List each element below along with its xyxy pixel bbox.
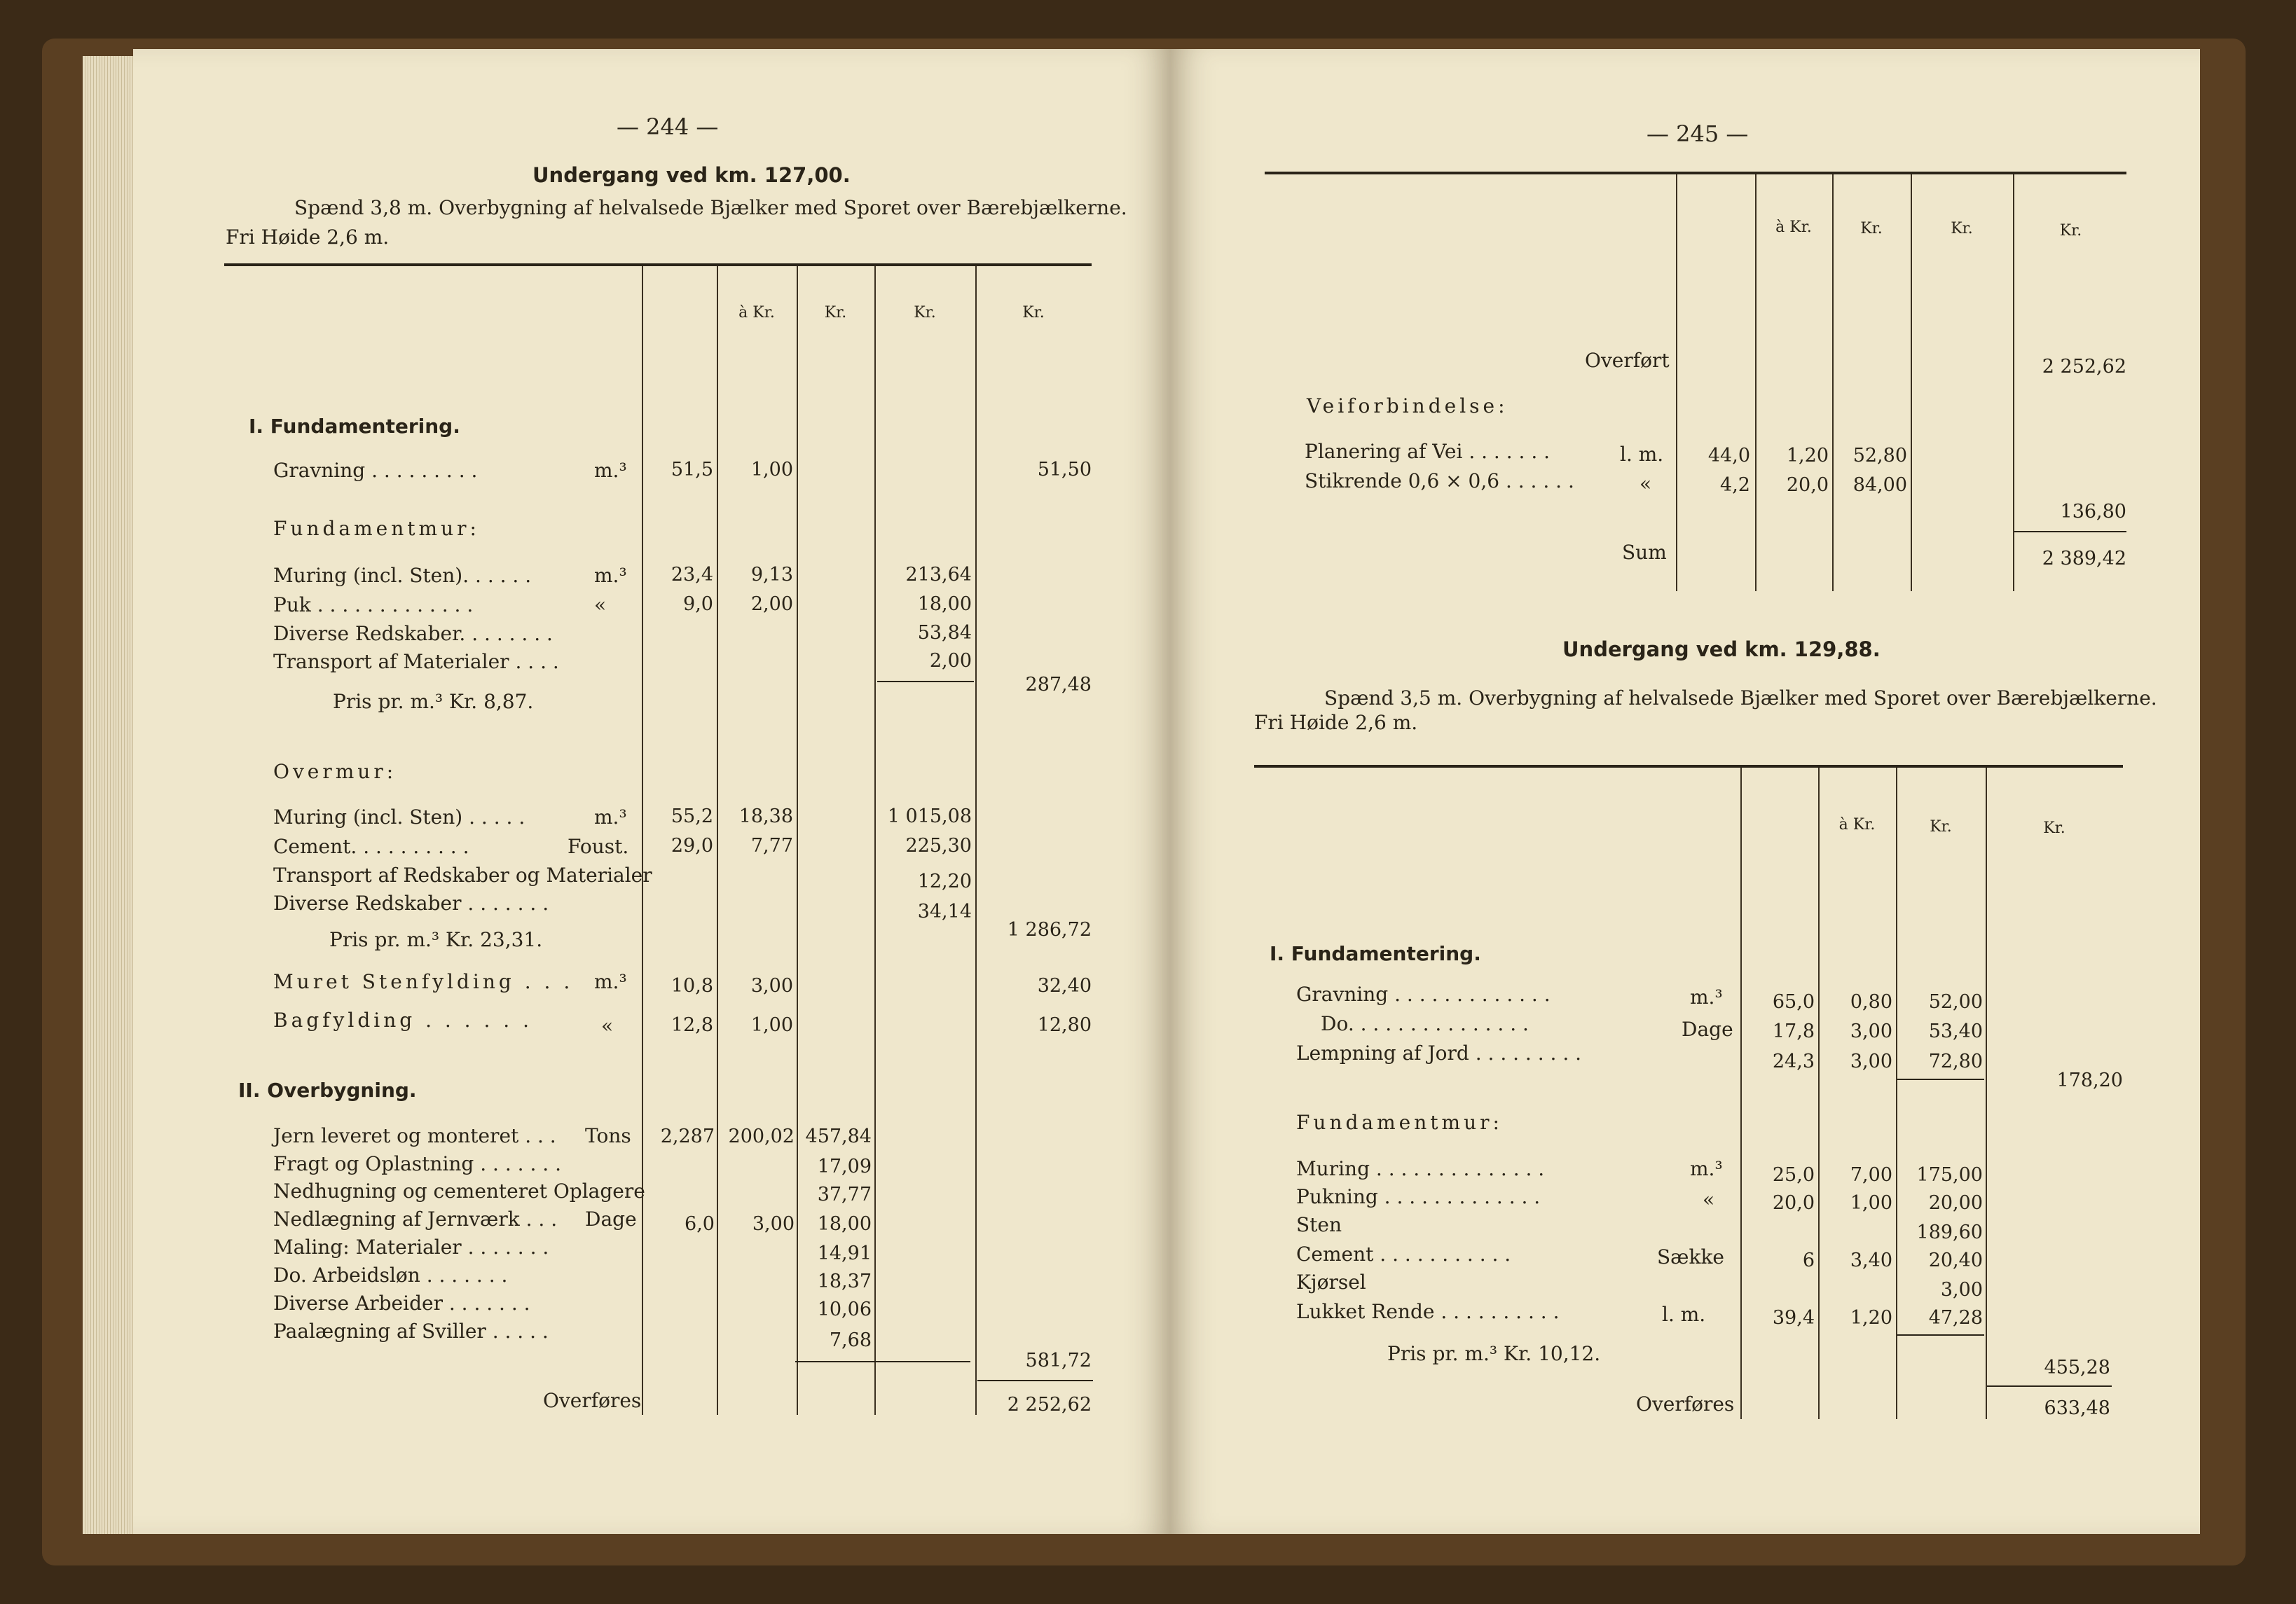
right-fm-row-2-rate: 1,00: [1850, 1192, 1892, 1214]
right-page-number: — 245 —: [1647, 120, 1749, 147]
right-vf-row-1-label: Planering af Vei . . . . . . .: [1305, 440, 1551, 463]
left-om-row-3-amount: 12,20: [917, 871, 972, 892]
left-ob-row-2-amount: 17,09: [817, 1156, 872, 1177]
right-fm-row-2-qty: 20,0: [1772, 1192, 1815, 1214]
left-fm-row-1-qty: 23,4: [671, 564, 713, 586]
left-fm-row-3-amount: 53,84: [917, 622, 972, 644]
left-om-price: Pris pr. m.³ Kr. 23,31.: [329, 928, 543, 951]
right-f-row-2-amount: 53,40: [1928, 1021, 1983, 1042]
left-om-row-2-amount: 225,30: [905, 835, 972, 857]
right-f-row-1-rate: 0,80: [1850, 991, 1892, 1013]
right-f-row-2-label: Do. . . . . . . . . . . . . . .: [1321, 1012, 1529, 1035]
right-section-fundamentering: I. Fundamentering.: [1270, 942, 1481, 965]
left-fm-total: 287,48: [1025, 674, 1092, 696]
left-fm-row-1-rate: 9,13: [750, 564, 793, 586]
right-overfort-total: 2 252,62: [2042, 356, 2126, 378]
right-f-row-2-rate: 3,00: [1850, 1021, 1892, 1042]
right-fm-row-4-rate: 3,40: [1850, 1250, 1892, 1271]
right-fm-row-5-label: Kjørsel: [1296, 1271, 1366, 1294]
right-fm-row-1-amount: 175,00: [1916, 1164, 1983, 1186]
right-overfores-total: 633,48: [2044, 1397, 2110, 1419]
right-fm-total: 455,28: [2044, 1357, 2110, 1378]
left-om-row-1-rate: 18,38: [738, 806, 793, 827]
right-sum-rule: [2014, 531, 2126, 532]
left-fm-row-2-rate: 2,00: [750, 593, 793, 615]
left-fm-row-1-label: Muring (incl. Sten). . . . . .: [273, 564, 532, 587]
left-overmur-heading: Overmur:: [273, 760, 397, 783]
right-fundamentmur-heading: Fundamentmur:: [1296, 1111, 1503, 1134]
left-bagfylding-qty: 12,8: [671, 1014, 713, 1036]
right-col2-line-4: [1986, 768, 1987, 1419]
left-om-row-2-label: Cement. . . . . . . . . .: [273, 835, 469, 858]
right-header-kr-2: Kr.: [1951, 220, 1973, 237]
right-col2-line-1: [1740, 768, 1742, 1419]
right-f-row-1-amount: 52,00: [1928, 991, 1983, 1013]
right-header-a-kr: à Kr.: [1775, 219, 1812, 236]
left-fm-row-4-amount: 2,00: [929, 650, 972, 672]
left-om-row-2-rate: 7,77: [750, 835, 793, 857]
right-f-row-1-unit: m.³: [1690, 986, 1723, 1009]
left-om-row-2-unit: Foust.: [568, 835, 629, 858]
right-header2-kr-2: Kr.: [2043, 820, 2065, 837]
right-overfort-label: Overført: [1585, 349, 1670, 372]
left-ob-row-1-label: Jern leveret og monteret . . .: [273, 1124, 556, 1147]
left-gravning-total: 51,50: [1037, 459, 1092, 480]
right-fm-subtotal-rule: [1897, 1334, 1984, 1336]
left-col-line-2: [717, 266, 718, 1415]
right-fm-row-1-label: Muring . . . . . . . . . . . . . .: [1296, 1157, 1545, 1180]
left-header-kr-2: Kr.: [914, 304, 936, 322]
right-fm-row-4-label: Cement . . . . . . . . . . .: [1296, 1243, 1511, 1266]
right-fm-row-4-qty: 6: [1802, 1250, 1815, 1271]
left-desc-line1: Spænd 3,8 m. Overbygning af helvalsede Bjælker med Sporet over Bærebjælkerne.: [294, 196, 1127, 219]
right-sum-total: 2 389,42: [2042, 548, 2126, 569]
right-f-row-3-amount: 72,80: [1928, 1051, 1983, 1072]
left-col-line-1: [642, 266, 643, 1415]
left-muret-rate: 3,00: [750, 975, 793, 997]
right-desc-line1: Spænd 3,5 m. Overbygning af helvalsede Bjælker med Sporet over Bærebjælkerne.: [1324, 686, 2157, 710]
left-fm-row-2-label: Puk . . . . . . . . . . . . .: [273, 593, 474, 616]
left-ob-row-1-amount: 457,84: [805, 1126, 872, 1147]
left-ob-row-1-unit: Tons: [585, 1124, 631, 1147]
left-ob-row-4-qty: 6,0: [685, 1213, 715, 1235]
left-bagfylding-rate: 1,00: [750, 1014, 793, 1036]
left-ob-row-4-unit: Dage: [585, 1208, 637, 1231]
left-fm-subtotal-rule: [877, 681, 974, 682]
right-header2-a-kr: à Kr.: [1838, 816, 1876, 834]
right-fm-row-1-unit: m.³: [1690, 1157, 1723, 1180]
left-om-row-2-qty: 29,0: [671, 835, 713, 857]
left-overfores-label: Overføres: [543, 1389, 642, 1412]
right-vf-row-1-rate: 1,20: [1786, 445, 1829, 466]
left-om-row-3-label: Transport af Redskaber og Materialer: [273, 864, 652, 887]
right-f-row-3-qty: 24,3: [1772, 1051, 1815, 1072]
right-title: Undergang ved km. 129,88.: [1562, 637, 1881, 661]
left-ob-row-4-label: Nedlægning af Jernværk . . .: [273, 1208, 558, 1231]
left-bagfylding-total: 12,80: [1037, 1014, 1092, 1036]
right-f-total: 178,20: [2056, 1070, 2123, 1091]
left-gravning-label: Gravning . . . . . . . . .: [273, 459, 478, 482]
left-om-row-4-amount: 34,14: [917, 901, 972, 922]
left-fm-row-1-unit: m.³: [594, 564, 627, 587]
right-vf-row-2-qty: 4,2: [1720, 474, 1750, 496]
right-fm-row-6-rate: 1,20: [1850, 1307, 1892, 1329]
left-ob-row-6-amount: 18,37: [817, 1271, 872, 1292]
left-fm-row-1-amount: 213,64: [905, 564, 972, 586]
left-ob-row-6-label: Do. Arbeidsløn . . . . . . .: [273, 1264, 508, 1287]
left-col-line-5: [975, 266, 977, 1415]
right-col2-line-2: [1818, 768, 1820, 1419]
right-header2-kr-1: Kr.: [1930, 818, 1952, 836]
right-header-kr-3: Kr.: [2059, 222, 2082, 240]
right-fm-row-5-amount: 3,00: [1940, 1279, 1983, 1301]
right-top-rule: [1265, 172, 2126, 174]
right-veiforbindelse-heading: Veiforbindelse:: [1307, 394, 1508, 417]
left-ob-row-3-label: Nedhugning og cementeret Oplagere: [273, 1180, 645, 1203]
left-ob-row-5-label: Maling: Materialer . . . . . . .: [273, 1236, 549, 1259]
right-f-row-2-unit: Dage: [1682, 1018, 1733, 1041]
right-col2-line-3: [1896, 768, 1897, 1419]
left-fm-row-3-label: Diverse Redskaber. . . . . . . .: [273, 622, 553, 645]
right-fm-row-6-unit: l. m.: [1662, 1303, 1706, 1326]
right-fm-row-3-label: Sten: [1296, 1213, 1342, 1236]
left-ob-total: 581,72: [1025, 1350, 1092, 1371]
left-om-row-1-qty: 55,2: [671, 806, 713, 827]
right-fm-price: Pris pr. m.³ Kr. 10,12.: [1387, 1342, 1601, 1365]
left-fundamentmur-heading: Fundamentmur:: [273, 517, 480, 540]
right-vf-row-2-label: Stikrende 0,6 × 0,6 . . . . . .: [1305, 469, 1574, 492]
left-gravning-qty: 51,5: [671, 459, 713, 480]
left-ob-row-7-amount: 10,06: [817, 1299, 872, 1320]
left-table-rule: [224, 263, 1092, 266]
left-section-fundamentering: I. Fundamentering.: [249, 415, 460, 438]
right-vf-row-2-rate: 20,0: [1786, 474, 1829, 496]
left-om-total: 1 286,72: [1007, 919, 1092, 941]
right-vf-row-1-qty: 44,0: [1707, 445, 1750, 466]
right-fm-row-6-amount: 47,28: [1928, 1307, 1983, 1329]
left-bagfylding-label: Bagfylding . . . . . .: [273, 1009, 532, 1032]
page-edges: [83, 56, 133, 1534]
left-ob-subtotal-rule: [795, 1361, 970, 1362]
left-fm-row-2-qty: 9,0: [683, 593, 713, 615]
right-fm-row-6-qty: 39,4: [1772, 1307, 1815, 1329]
left-header-kr-3: Kr.: [1022, 304, 1045, 322]
right-vf-row-1-amount: 52,80: [1852, 445, 1907, 466]
right-vf-total: 136,80: [2060, 501, 2126, 523]
left-overfores-total: 2 252,62: [1007, 1394, 1092, 1416]
left-page-number: — 244 —: [617, 113, 719, 140]
left-desc-line2: Fri Høide 2,6 m.: [226, 226, 390, 249]
right-desc-line2: Fri Høide 2,6 m.: [1254, 711, 1418, 734]
right-vf-row-1-unit: l. m.: [1620, 443, 1664, 466]
left-title: Undergang ved km. 127,00.: [532, 163, 851, 187]
left-fm-row-2-amount: 18,00: [917, 593, 972, 615]
left-ob-row-8-amount: 7,68: [829, 1329, 872, 1351]
left-om-row-1-unit: m.³: [594, 806, 627, 829]
right-f-row-1-label: Gravning . . . . . . . . . . . . .: [1296, 983, 1551, 1006]
right-fm-row-4-unit: Sække: [1657, 1245, 1725, 1268]
right-fm-row-4-amount: 20,40: [1928, 1250, 1983, 1271]
right-f-subtotal-rule: [1897, 1079, 1984, 1080]
right-sum-label: Sum: [1622, 541, 1667, 564]
right-f-row-3-rate: 3,00: [1850, 1051, 1892, 1072]
left-bagfylding-unit: «: [601, 1014, 614, 1037]
right-fm-row-1-rate: 7,00: [1850, 1164, 1892, 1186]
left-muret-unit: m.³: [594, 970, 627, 993]
right-f-row-3-label: Lempning af Jord . . . . . . . . .: [1296, 1042, 1582, 1065]
left-col-line-3: [797, 266, 798, 1415]
left-ob-row-7-label: Diverse Arbeider . . . . . . .: [273, 1292, 530, 1315]
right-fm-row-3-amount: 189,60: [1916, 1222, 1983, 1243]
left-ob-row-5-amount: 14,91: [817, 1243, 872, 1264]
right-col-line-1: [1676, 174, 1677, 591]
left-section-overbygning: II. Overbygning.: [238, 1079, 417, 1102]
right-fm-row-2-unit: «: [1703, 1188, 1715, 1211]
left-fm-row-2-unit: «: [594, 593, 607, 616]
right-overfores-label: Overføres: [1636, 1392, 1735, 1416]
left-ob-row-4-rate: 3,00: [752, 1213, 795, 1235]
right-fm-row-2-amount: 20,00: [1928, 1192, 1983, 1214]
left-ob-row-1-rate: 200,02: [728, 1126, 795, 1147]
left-om-row-1-label: Muring (incl. Sten) . . . . .: [273, 806, 525, 829]
left-header-a-kr: à Kr.: [738, 304, 775, 322]
left-ob-row-1-qty: 2,287: [660, 1126, 715, 1147]
right-fm-row-2-label: Pukning . . . . . . . . . . . . .: [1296, 1185, 1541, 1208]
right-col-line-2: [1755, 174, 1757, 591]
left-fm-price: Pris pr. m.³ Kr. 8,87.: [333, 690, 534, 713]
left-muret-qty: 10,8: [671, 975, 713, 997]
left-gravning-rate: 1,00: [750, 459, 793, 480]
left-ob-row-2-label: Fragt og Oplastning . . . . . . .: [273, 1152, 561, 1175]
left-ob-row-3-amount: 37,77: [817, 1184, 872, 1205]
left-om-row-4-label: Diverse Redskaber . . . . . . .: [273, 892, 549, 915]
right-header-kr-1: Kr.: [1860, 220, 1883, 237]
right-f-row-2-qty: 17,8: [1772, 1021, 1815, 1042]
right-total-rule: [1987, 1385, 2112, 1387]
left-muret-label: Muret Stenfylding . . .: [273, 970, 574, 993]
left-total-rule: [977, 1380, 1093, 1381]
right-fm-row-1-qty: 25,0: [1772, 1164, 1815, 1186]
left-fm-row-4-label: Transport af Materialer . . . .: [273, 650, 559, 673]
right-table-rule: [1254, 765, 2123, 768]
left-gravning-unit: m.³: [594, 459, 627, 482]
left-ob-row-4-amount: 18,00: [817, 1213, 872, 1235]
right-vf-row-2-unit: «: [1639, 472, 1652, 495]
left-header-kr-1: Kr.: [824, 304, 847, 322]
right-f-row-1-qty: 65,0: [1772, 991, 1815, 1013]
left-muret-total: 32,40: [1037, 975, 1092, 997]
left-om-row-1-amount: 1 015,08: [887, 806, 972, 827]
right-vf-row-2-amount: 84,00: [1852, 474, 1907, 496]
left-col-line-4: [874, 266, 876, 1415]
left-ob-row-8-label: Paalægning af Sviller . . . . .: [273, 1320, 549, 1343]
right-fm-row-6-label: Lukket Rende . . . . . . . . . .: [1296, 1300, 1560, 1323]
